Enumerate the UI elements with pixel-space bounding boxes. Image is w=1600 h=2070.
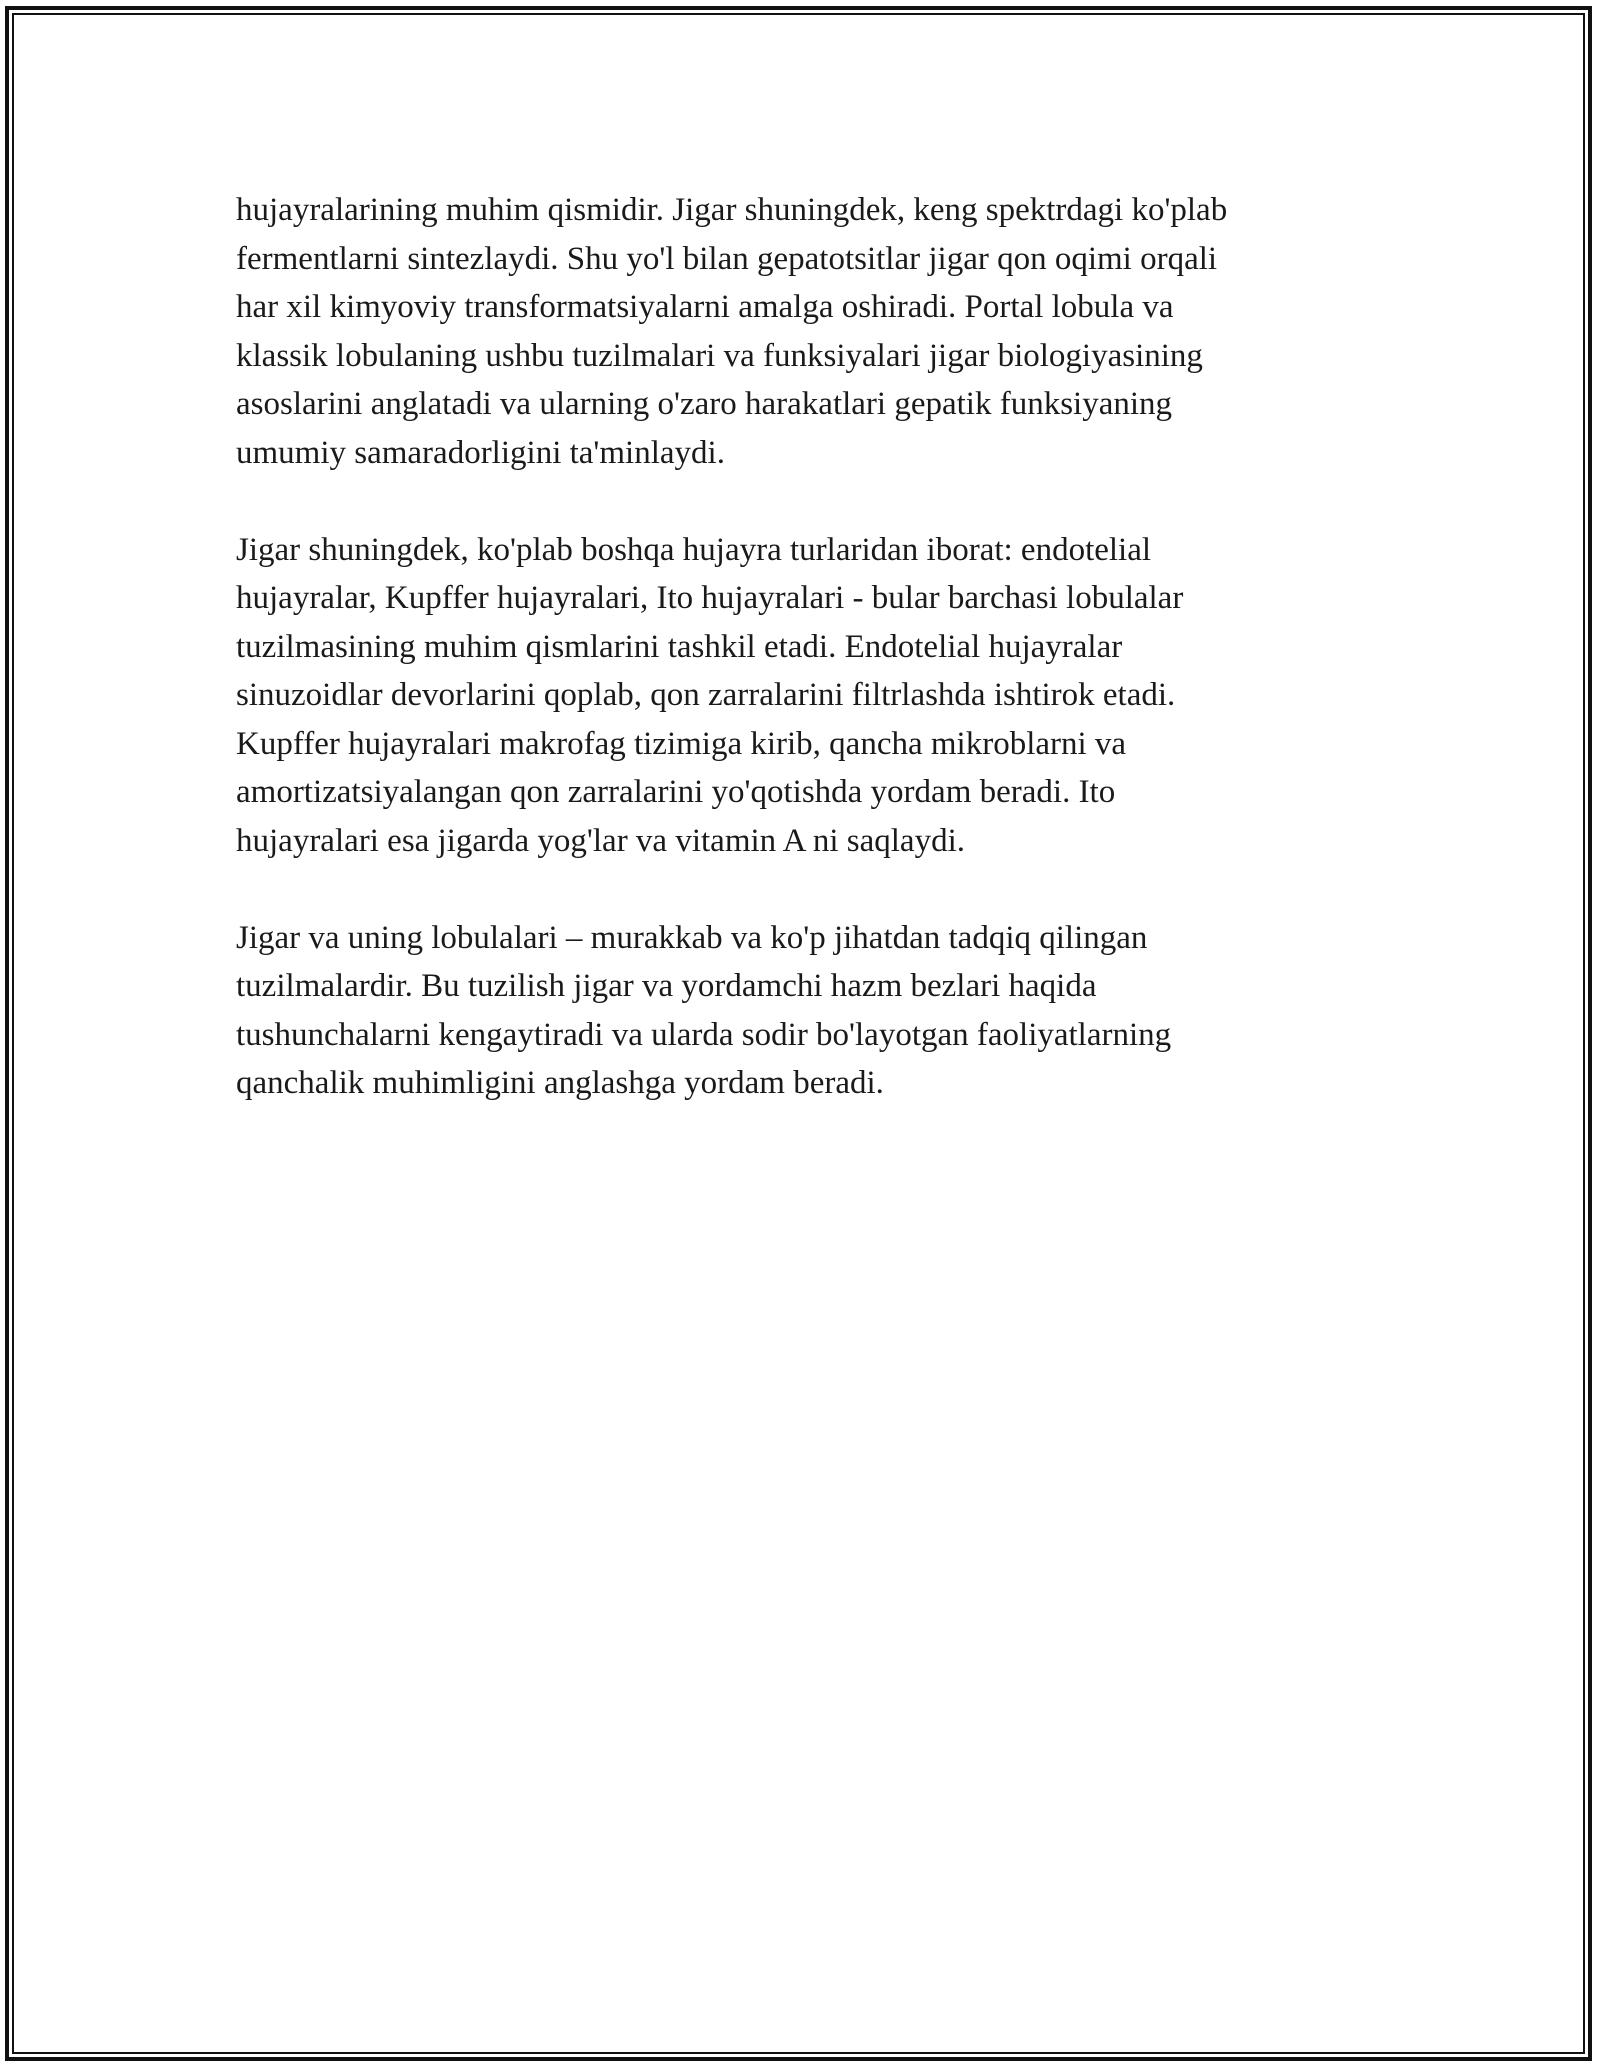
text-line: hujayralar, Kupffer hujayralari, Ito hujayralari - bular barchasi lobulalar xyxy=(236,580,1184,616)
text-line: amortizatsiyalangan qon zarralarini yo'qotishda yordam beradi. Ito xyxy=(236,774,1116,810)
document-body xyxy=(236,186,1366,1156)
text-line: Jigar va uning lobulalari – murakkab va ko'p jihatdan tadqiq qilingan xyxy=(236,919,1148,956)
text-line: fermentlarni sintezlaydi. Shu yo'l bilan gepatotsitlar jigar qon oqimi orqali xyxy=(236,240,1218,277)
text-line: har xil kimyoviy transformatsiyalarni amalga oshiradi. Portal lobula va xyxy=(236,289,1174,325)
text-line: Kupffer hujayralari makrofag tizimiga kirib, qancha mikroblarni va xyxy=(236,725,1127,762)
text-line: umumiy samaradorligini ta'minlaydi. xyxy=(236,434,725,471)
text-line: sinuzoidlar devorlarini qoplab, qon zarralarini filtrlashda ishtirok etadi. xyxy=(236,677,1176,713)
text-line: Jigar shuningdek, ko'plab boshqa hujayra turlaridan iborat: endotelial xyxy=(236,531,1152,568)
text-line: tuzilmalardir. Bu tuzilish jigar va yordamchi hazm bezlari haqida xyxy=(236,968,1097,1004)
text-line: hujayralari esa jigarda yog'lar va vitamin A ni saqlaydi. xyxy=(236,822,965,859)
paragraph-3 xyxy=(236,914,1366,1108)
paragraph-1 xyxy=(236,186,1366,477)
text-line: tuzilmasining muhim qismlarini tashkil etadi. Endotelial hujayralar xyxy=(236,628,1123,665)
text-line: tushunchalarni kengaytiradi va ularda sodir bo'layotgan faoliyatlarning xyxy=(236,1016,1172,1053)
text-line: qanchalik muhimligini anglashga yordam beradi. xyxy=(236,1065,884,1101)
text-line: klassik lobulaning ushbu tuzilmalari va funksiyalari jigar biologiyasining xyxy=(236,337,1203,374)
text-line: asoslarini anglatadi va ularning o'zaro harakatlari gepatik funksiyaning xyxy=(236,386,1173,422)
paragraph-2 xyxy=(236,526,1366,866)
text-line: hujayralarining muhim qismidir. Jigar shuningdek, keng spektrdagi ko'plab xyxy=(236,192,1228,228)
